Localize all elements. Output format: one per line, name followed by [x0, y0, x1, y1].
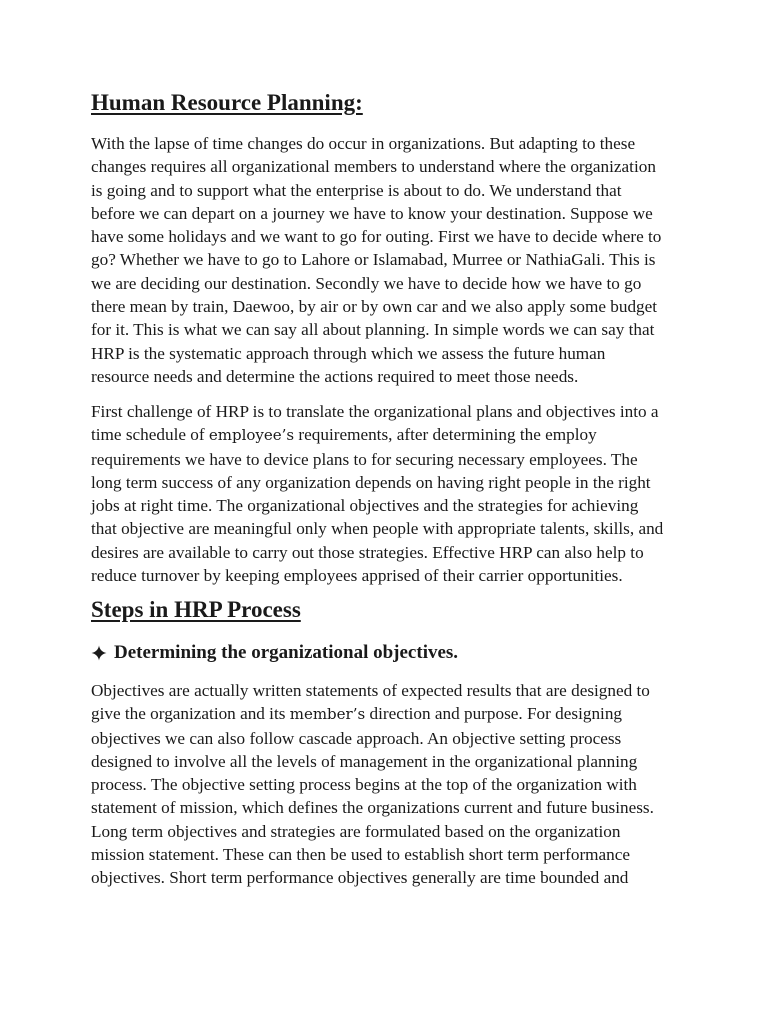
paragraph-line: is going and to support what the enterprise is about to do. We understand that — [91, 180, 622, 200]
bullet-heading — [91, 642, 458, 664]
paragraph-line: go? Whether we have to go to Lahore or Islamabad, Murree or NathiaGali. This is — [91, 250, 656, 270]
line-text: requirements, after determining the employ — [294, 425, 597, 445]
line-text: time schedule of — [91, 425, 209, 445]
paragraph-line: resource needs and determine the actions required to meet those needs. — [91, 366, 579, 386]
paragraph-line: Long term objectives and strategies are formulated based on the organization — [91, 821, 621, 841]
paragraph-line: desires are available to carry out those strategies. Effective HRP can also help to — [91, 542, 644, 562]
page-title: Human Resource Planning: — [91, 90, 363, 115]
diamond-bullet-icon — [91, 645, 107, 661]
paragraph-line: before we can depart on a journey we have to know your destination. Suppose we — [91, 203, 653, 223]
paragraph-objectives — [91, 679, 691, 890]
paragraph-line: changes requires all organizational members to understand where the organization — [91, 157, 656, 177]
paragraph-line: objectives we can also follow cascade approach. An objective setting process — [91, 728, 622, 748]
bullet-heading-text: Determining the organizational objectives. — [114, 642, 459, 663]
paragraph-line: First challenge of HRP is to translate the organizational plans and objectives into a — [91, 402, 659, 421]
emphasized-word: employee’s — [208, 426, 295, 445]
paragraph-line: have some holidays and we want to go for outing. First we have to decide where to — [91, 227, 662, 247]
line-text: give the organization and its — [91, 704, 290, 724]
paragraph-line: With the lapse of time changes do occur in organizations. But adapting to these — [91, 134, 636, 153]
paragraph-line: jobs at right time. The organizational objectives and the strategies for achieving — [91, 496, 639, 516]
paragraph-line: mission statement. These can then be used to establish short term performance — [91, 845, 631, 865]
paragraph-line: that objective are meaningful only when people with appropriate talents, skills, and — [91, 519, 664, 539]
emphasized-word: member’s — [289, 705, 366, 724]
paragraph-intro — [91, 132, 691, 388]
paragraph-line: for it. This is what we can say all about planning. In simple words we can say that — [91, 320, 655, 340]
paragraph-line: statement of mission, which defines the organizations current and future business. — [91, 798, 654, 818]
section-heading: Steps in HRP Process — [91, 597, 301, 622]
paragraph-line: HRP is the systematic approach through which we assess the future human — [91, 343, 606, 363]
paragraph-line: we are deciding our destination. Secondly we have to decide how we have to go — [91, 273, 642, 293]
paragraph-line: long term success of any organization depends on having right people in the right — [91, 472, 651, 492]
paragraph-challenge — [91, 400, 691, 587]
paragraph-line: requirements we have to device plans to for securing necessary employees. The — [91, 449, 638, 469]
paragraph-line: objectives. Short term performance objectives generally are time bounded and — [91, 868, 629, 888]
line-text: direction and purpose. For designing — [365, 704, 623, 724]
paragraph-line — [91, 423, 691, 447]
paragraph-line: reduce turnover by keeping employees apprised of their carrier opportunities. — [91, 566, 623, 586]
paragraph-line: there mean by train, Daewoo, by air or by own car and we also apply some budget — [91, 297, 658, 317]
paragraph-line — [91, 702, 691, 726]
paragraph-line: designed to involve all the levels of management in the organizational planning — [91, 751, 638, 771]
paragraph-line: Objectives are actually written statements of expected results that are designed to — [91, 681, 650, 700]
paragraph-line: process. The objective setting process begins at the top of the organization with — [91, 775, 637, 795]
